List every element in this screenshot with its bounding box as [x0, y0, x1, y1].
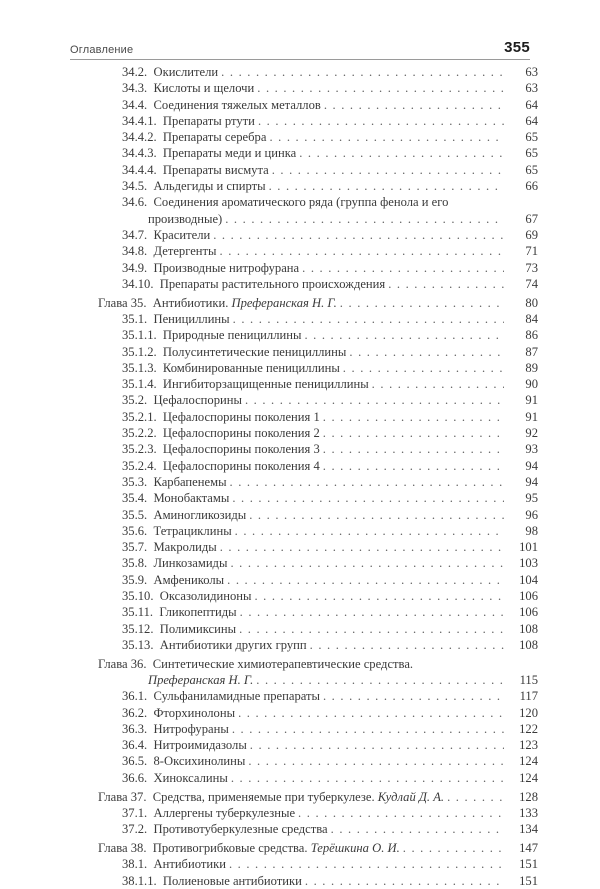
- toc-entry-title: 34.5. Альдегиды и спирты: [122, 179, 266, 194]
- dot-leader: [323, 428, 504, 441]
- dot-leader: [233, 314, 504, 327]
- toc-entry-page-number: 124: [519, 754, 538, 769]
- dot-leader: [221, 67, 504, 80]
- toc-section-entry[interactable]: [0, 490, 600, 506]
- toc-section-entry[interactable]: [0, 637, 600, 653]
- toc-section-entry[interactable]: [0, 588, 600, 604]
- dot-leader: [372, 379, 504, 392]
- toc-entry-title: 35.5. Аминогликозиды: [122, 507, 247, 522]
- toc-entry-page-number: 124: [519, 770, 538, 785]
- toc-section-entry[interactable]: [0, 523, 600, 539]
- toc-entry-title: 35.2. Цефалоспорины: [122, 393, 242, 408]
- toc-section-entry[interactable]: [0, 507, 600, 523]
- dot-leader: [229, 860, 504, 873]
- dot-leader: [272, 165, 504, 178]
- dot-leader: [248, 757, 504, 770]
- toc-entry-page-number: 65: [525, 146, 538, 161]
- dot-leader: [240, 608, 504, 621]
- toc-entry-page-number: 95: [525, 491, 538, 506]
- dot-leader: [230, 477, 504, 490]
- toc-section-entry[interactable]: [0, 425, 600, 441]
- toc-section-entry[interactable]: [0, 539, 600, 555]
- toc-section-entry[interactable]: [0, 604, 600, 620]
- toc-entry-page-number: 101: [519, 540, 538, 555]
- toc-section-entry[interactable]: [0, 80, 600, 96]
- toc-entry-title: 35.2.4. Цефалоспорины поколения 4: [122, 458, 320, 473]
- toc-section-entry[interactable]: [0, 145, 600, 161]
- toc-entry-page-number: 106: [519, 589, 538, 603]
- dot-leader: [231, 773, 504, 786]
- dot-leader: [323, 692, 504, 705]
- toc-entry-title: 34.4.2. Препараты серебра: [122, 130, 267, 145]
- toc-entry-page-number: 134: [519, 822, 538, 837]
- toc-section-entry[interactable]: [0, 721, 600, 737]
- dot-leader: [323, 445, 504, 458]
- dot-leader: [416, 659, 504, 672]
- toc-entry-title: 34.4. Соединения тяжелых металлов: [122, 97, 321, 112]
- toc-entry-title: Глава 35. Антибиотики. Преферанская Н. Г.: [98, 295, 337, 310]
- dot-leader: [220, 247, 504, 260]
- dot-leader: [349, 347, 504, 360]
- toc-entry-page-number: 122: [519, 721, 538, 736]
- toc-section-entry[interactable]: [0, 737, 600, 753]
- toc-section-entry[interactable]: [0, 260, 600, 276]
- toc-entry-page-number: 98: [525, 523, 538, 538]
- running-head: [70, 34, 530, 60]
- dot-leader: [245, 396, 504, 409]
- toc-entry-page-number: 67: [525, 211, 538, 226]
- toc-entry-title: 35.8. Линкозамиды: [122, 556, 228, 571]
- toc-entry-page-number: 104: [519, 572, 538, 587]
- toc-section-entry[interactable]: [0, 194, 600, 210]
- toc-entry-page-number: 69: [525, 227, 538, 242]
- toc-entry-page-number: 94: [525, 458, 538, 473]
- toc-section-entry[interactable]: [0, 276, 600, 292]
- toc-section-entry[interactable]: [0, 129, 600, 145]
- toc-section-entry[interactable]: [0, 409, 600, 425]
- toc-entry-title: 36.1. Сульфаниламидные препараты: [122, 689, 320, 704]
- toc-entry-title: 34.4.3. Препараты меди и цинка: [122, 146, 297, 161]
- dot-leader: [304, 331, 504, 344]
- toc-entry-page-number: 106: [519, 605, 538, 620]
- toc-entry-page-number: 66: [525, 179, 538, 194]
- toc-entry-page-number: 151: [519, 873, 538, 888]
- dot-leader: [238, 708, 504, 721]
- toc-entry-title: 34.8. Детергенты: [122, 244, 217, 259]
- toc-entry-page-number: 65: [525, 130, 538, 145]
- toc-entry-title: 38.1. Антибиотики: [122, 857, 226, 872]
- toc-entry-page-number: 64: [525, 113, 538, 128]
- toc-entry-title: 34.10. Препараты растительного происхождения: [122, 276, 386, 291]
- toc-entry-page-number: 91: [525, 409, 538, 424]
- dot-leader: [258, 116, 504, 129]
- toc-section-entry[interactable]: [0, 113, 600, 129]
- toc-entry-page-number: 120: [519, 705, 538, 720]
- dot-leader: [323, 412, 504, 425]
- toc-entry-page-number: 117: [519, 689, 538, 704]
- toc-entry-page-number: 147: [519, 840, 538, 855]
- dot-leader: [343, 363, 504, 376]
- toc-entry-title: 35.10. Оксазолидиноны: [122, 589, 252, 603]
- toc-section-entry[interactable]: [0, 311, 600, 327]
- toc-entry-title: производные): [148, 211, 223, 226]
- toc-entry-page-number: 96: [525, 507, 538, 522]
- toc-entry-page-number: 71: [525, 244, 538, 259]
- toc-section-entry[interactable]: [0, 474, 600, 490]
- toc-entry-title: 35.1.1. Природные пенициллины: [122, 328, 302, 343]
- toc-chapter-entry[interactable]: [0, 789, 600, 805]
- dot-leader: [299, 149, 504, 162]
- dot-leader: [213, 230, 504, 243]
- toc-entry-title: 35.11. Гликопептиды: [122, 605, 237, 620]
- toc-entry-page-number: 103: [519, 556, 538, 571]
- toc-entry-page-number: 91: [525, 393, 538, 408]
- toc-entry-page-number: 151: [519, 857, 538, 872]
- table-of-contents: [0, 64, 600, 889]
- dot-leader: [220, 542, 504, 555]
- toc-entry-title: 35.1.2. Полусинтетические пенициллины: [122, 344, 347, 359]
- toc-entry-title: 35.6. Тетрациклины: [122, 523, 232, 538]
- toc-section-entry[interactable]: [0, 688, 600, 704]
- toc-entry-page-number: 64: [525, 97, 538, 112]
- toc-section-entry[interactable]: [0, 705, 600, 721]
- dot-leader: [257, 84, 504, 97]
- dot-leader: [235, 526, 504, 539]
- dot-leader: [256, 675, 504, 688]
- toc-entry-title: [148, 672, 253, 688]
- toc-section-entry[interactable]: [0, 770, 600, 786]
- toc-entry-page-number: 89: [525, 360, 538, 375]
- toc-entry-title: 37.2. Противотуберкулезные средства: [122, 822, 328, 837]
- toc-entry-page-number: 92: [525, 426, 538, 441]
- toc-entry-title: 34.2. Окислители: [122, 65, 219, 79]
- toc-chapter-entry[interactable]: [0, 295, 600, 311]
- toc-entry-title: 34.4.4. Препараты висмута: [122, 162, 269, 177]
- toc-entry-title: 35.2.2. Цефалоспорины поколения 2: [122, 426, 320, 441]
- toc-entry-title: 35.4. Монобактамы: [122, 491, 230, 506]
- toc-section-entry[interactable]: [0, 360, 600, 376]
- toc-entry-title: Глава 36. Синтетические химиотерапевтические средства.: [98, 656, 414, 671]
- toc-entry-page-number: 94: [525, 474, 538, 489]
- toc-entry-title: 35.13. Антибиотики других групп: [122, 637, 307, 652]
- toc-entry-author: Кудлай Д. А.: [377, 789, 445, 804]
- toc-entry-page-number: 73: [525, 260, 538, 275]
- dot-leader: [305, 876, 504, 889]
- toc-entry-title: Глава 37. Средства, применяемые при туберкулезе. Кудлай Д. А.: [98, 789, 445, 804]
- toc-entry-page-number: 108: [519, 621, 538, 636]
- toc-section-entry[interactable]: [0, 392, 600, 408]
- toc-section-entry[interactable]: [0, 441, 600, 457]
- toc-section-entry[interactable]: [0, 97, 600, 113]
- toc-section-entry[interactable]: [0, 376, 600, 392]
- dot-leader: [324, 100, 504, 113]
- toc-entry-title: Глава 38. Противогрибковые средства. Терёшкина О. И.: [98, 840, 400, 855]
- toc-entry-page-number: 86: [525, 328, 538, 343]
- toc-section-entry[interactable]: [0, 856, 600, 872]
- toc-entry-page-number: 108: [519, 637, 538, 652]
- dot-leader: [232, 494, 504, 507]
- toc-entry-page-number: 74: [525, 276, 538, 291]
- toc-entry-title: 36.6. Хиноксалины: [122, 770, 228, 785]
- dot-leader: [447, 792, 504, 805]
- toc-section-entry[interactable]: [0, 621, 600, 637]
- toc-entry-title: 35.3. Карбапенемы: [122, 474, 227, 489]
- toc-entry-page-number: 133: [519, 805, 538, 820]
- toc-entry-title: 34.4.1. Препараты ртути: [122, 113, 255, 128]
- toc-entry-page-number: 128: [519, 789, 538, 804]
- toc-section-entry[interactable]: [0, 243, 600, 259]
- dot-leader: [310, 640, 504, 653]
- toc-section-entry[interactable]: [0, 572, 600, 588]
- toc-entry-title: 37.1. Аллергены туберкулезные: [122, 805, 296, 820]
- dot-leader: [227, 575, 504, 588]
- toc-entry-title: 34.3. Кислоты и щелочи: [122, 81, 255, 96]
- toc-entry-page-number: 80: [525, 295, 538, 310]
- toc-entry-title: 35.1. Пенициллины: [122, 311, 230, 326]
- toc-entry-title: 34.6. Соединения ароматического ряда (группа фенола и его: [122, 195, 449, 210]
- toc-chapter-entry[interactable]: [0, 656, 600, 672]
- toc-section-entry[interactable]: [0, 178, 600, 194]
- toc-entry-page-number: 123: [519, 738, 538, 753]
- toc-continuation-line[interactable]: [0, 211, 600, 227]
- toc-section-entry[interactable]: [0, 64, 600, 80]
- toc-entry-title: 35.1.4. Ингибиторзащищенные пенициллины: [122, 377, 369, 392]
- toc-entry-title: 35.12. Полимиксины: [122, 621, 237, 636]
- toc-continuation-line[interactable]: [0, 672, 600, 688]
- toc-entry-title: 35.7. Макролиды: [122, 540, 217, 555]
- toc-entry-title: 35.2.1. Цефалоспорины поколения 1: [122, 409, 320, 424]
- toc-entry-page-number: [506, 194, 600, 210]
- toc-entry-title: 34.9. Производные нитрофурана: [122, 260, 300, 275]
- toc-entry-title: 36.2. Фторхинолоны: [122, 705, 236, 720]
- dot-leader: [403, 843, 504, 856]
- dot-leader: [232, 724, 504, 737]
- toc-entry-page-number: 63: [525, 65, 538, 79]
- dot-leader: [254, 591, 504, 604]
- toc-entry-page-number: 84: [525, 311, 538, 326]
- toc-entry-title: 34.7. Красители: [122, 227, 211, 242]
- toc-section-entry[interactable]: [0, 753, 600, 769]
- toc-entry-author: Преферанская Н. Г.: [148, 672, 254, 687]
- page-title: Оглавление: [70, 44, 134, 56]
- toc-section-entry[interactable]: [0, 327, 600, 343]
- toc-section-entry[interactable]: [0, 227, 600, 243]
- dot-leader: [451, 198, 504, 211]
- dot-leader: [269, 132, 504, 145]
- dot-leader: [323, 461, 504, 474]
- toc-entry-title: 35.1.3. Комбинированные пенициллины: [122, 360, 340, 375]
- toc-section-entry[interactable]: [0, 162, 600, 178]
- dot-leader: [340, 298, 504, 311]
- dot-leader: [250, 740, 504, 753]
- toc-entry-author: Преферанская Н. Г.: [231, 295, 337, 310]
- toc-entry-title: 35.2.3. Цефалоспорины поколения 3: [122, 442, 320, 457]
- toc-entry-page-number: 90: [525, 377, 538, 392]
- toc-entry-title: 36.4. Нитроимидазолы: [122, 738, 247, 753]
- dot-leader: [302, 263, 504, 276]
- toc-entry-page-number: 65: [525, 162, 538, 177]
- dot-leader: [269, 181, 504, 194]
- toc-entry-page-number: 93: [525, 442, 538, 457]
- toc-entry-author: Терёшкина О. И.: [310, 840, 400, 855]
- dot-leader: [331, 824, 504, 837]
- dot-leader: [249, 510, 504, 523]
- toc-section-entry[interactable]: [0, 873, 600, 889]
- dot-leader: [225, 214, 504, 227]
- toc-section-entry[interactable]: [0, 555, 600, 571]
- toc-entry-title: 35.9. Амфениколы: [122, 572, 225, 587]
- toc-entry-page-number: 87: [525, 344, 538, 359]
- dot-leader: [388, 279, 504, 292]
- toc-section-entry[interactable]: [0, 821, 600, 837]
- dot-leader: [230, 559, 504, 572]
- dot-leader: [239, 624, 504, 637]
- toc-chapter-entry[interactable]: [0, 840, 600, 856]
- toc-section-entry[interactable]: [0, 805, 600, 821]
- toc-entry-page-number: [506, 656, 600, 672]
- toc-entry-page-number: 115: [519, 672, 538, 687]
- page-number-folio: 355: [504, 39, 530, 56]
- toc-section-entry[interactable]: [0, 344, 600, 360]
- toc-entry-title: 36.5. 8-Оксихинолины: [122, 754, 246, 769]
- toc-section-entry[interactable]: [0, 458, 600, 474]
- toc-entry-title: 36.3. Нитрофураны: [122, 721, 229, 736]
- toc-entry-page-number: 63: [525, 81, 538, 96]
- toc-entry-title: 38.1.1. Полиеновые антибиотики: [122, 873, 302, 888]
- dot-leader: [298, 808, 504, 821]
